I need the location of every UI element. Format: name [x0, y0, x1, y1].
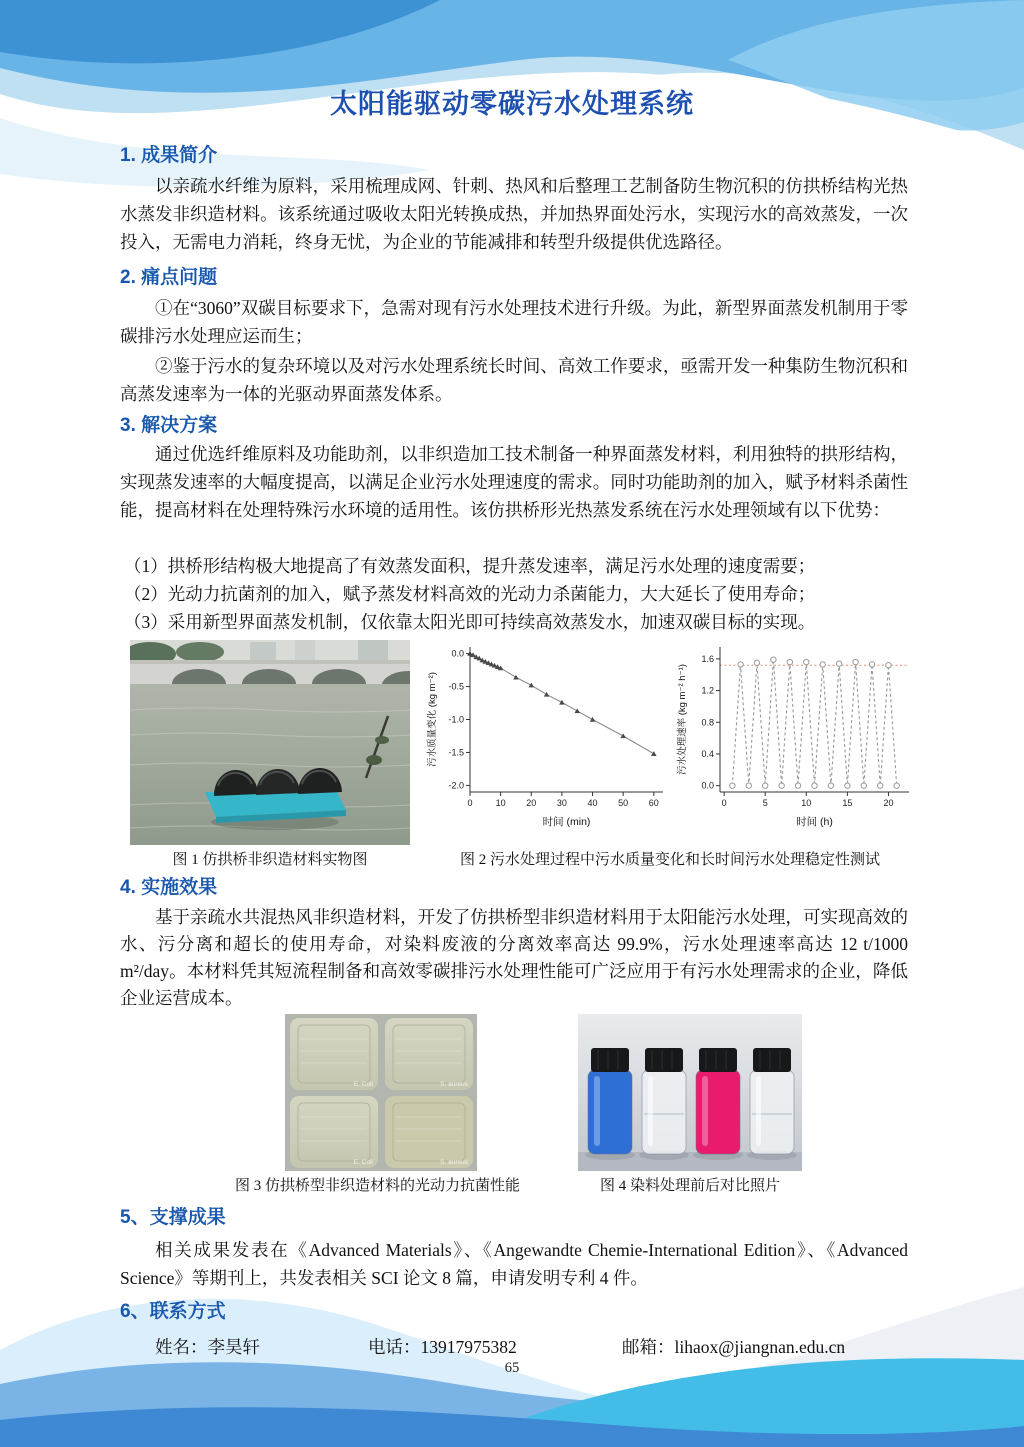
contact-phone: 电话：13917975382 — [368, 1337, 517, 1357]
svg-text:0.8: 0.8 — [701, 717, 714, 728]
figure-2-caption: 图 2 污水处理过程中污水质量变化和长时间污水处理稳定性测试 — [459, 852, 880, 868]
svg-text:-2.0: -2.0 — [448, 780, 464, 791]
svg-text:20: 20 — [883, 798, 894, 808]
section-4-heading: 4. 实施效果 — [120, 877, 218, 898]
sample-label-2: S. aureus — [440, 1081, 468, 1088]
svg-text:-1.0: -1.0 — [448, 714, 464, 725]
chart-wastewater-mass-change — [424, 637, 671, 835]
svg-text:1.2: 1.2 — [701, 685, 714, 696]
figure-1-caption: 图 1 仿拱桥非织造材料实物图 — [172, 852, 368, 868]
svg-text:50: 50 — [618, 798, 629, 808]
section-5-paragraph: 相关成果发表在《Advanced Materials》、《Angewandte Chemie-International Edition》、《Advanced Science》等期刊上，共发表相关 SCI 论文 8 篇，申请发明专利 4 件。 — [120, 1240, 908, 1288]
section-3-heading: 3. 解决方案 — [120, 415, 218, 436]
svg-text:时间 (min): 时间 (min) — [542, 816, 591, 828]
section-3-paragraph: 通过优选纤维原料及功能助剂，以非织造加工技术制备一种界面蒸发材料，利用独特的拱形结构，实现蒸发速率的大幅度提高，以满足企业污水处理速度的需求。同时功能助剂的加入，赋予材料杀菌性能，提高材料在处理特殊污水环境的适用性。该仿拱桥形光热蒸发系统在污水处理领域有以下优势： — [120, 444, 908, 520]
svg-text:0.0: 0.0 — [451, 648, 464, 659]
svg-text:5: 5 — [762, 798, 768, 808]
svg-text:0: 0 — [721, 798, 727, 808]
svg-text:15: 15 — [842, 798, 853, 808]
svg-text:30: 30 — [556, 798, 567, 808]
section-2-heading: 2. 痛点问题 — [120, 267, 218, 288]
section-1-paragraph: 以亲疏水纤维为原料，采用梳理成网、针刺、热风和后整理工艺制备防生物沉积的仿拱桥结构光热水蒸发非织造材料。该系统通过吸收太阳光转换成热，并加热界面处污水，实现污水的高效蒸发，一次投入，无需电力消耗，终身无忧，为企业的节能减排和转型升级提供优选路径。 — [120, 176, 908, 252]
figure-3-caption: 图 3 仿拱桥型非织造材料的光动力抗菌性能 — [234, 1178, 520, 1194]
figure-4-photo-dye-vials — [578, 1014, 802, 1171]
svg-text:0.0: 0.0 — [701, 780, 714, 791]
svg-text:时间 (h): 时间 (h) — [796, 816, 833, 828]
figure-3-photo-antibacterial-samples — [285, 1014, 477, 1171]
section-4-paragraph: 基于亲疏水共混热风非织造材料，开发了仿拱桥型非织造材料用于太阳能污水处理，可实现高效的水、污分离和超长的使用寿命，对染料废液的分离效率高达 99.9%，污水处理速率高达 12 t/1000 m²/day。本材料凭其短流程制备和高效零碳排污水处理性能可广泛应用于有污水处理需求的企业，降低企业运营成本。 — [120, 907, 908, 1008]
sample-label-4: S. aureus — [440, 1159, 468, 1166]
section-2-paragraph-1: ①在“3060”双碳目标要求下，急需对现有污水处理技术进行升级。为此，新型界面蒸发机制用于零碳排污水处理应运而生； — [120, 298, 908, 346]
svg-text:-1.5: -1.5 — [448, 747, 464, 758]
svg-text:污水质量变化 (kg m⁻²): 污水质量变化 (kg m⁻²) — [427, 672, 438, 767]
contact-email: 邮箱：lihaox@jiangnan.edu.cn — [622, 1337, 846, 1357]
figure-1-photo-floating-material — [130, 640, 410, 845]
section-2-paragraph-2: ②鉴于污水的复杂环境以及对污水处理系统长时间、高效工作要求，亟需开发一种集防生物沉积和高蒸发速率为一体的光驱动界面蒸发体系。 — [120, 356, 908, 404]
sample-label-3: E. Coli — [353, 1159, 373, 1166]
contact-name: 姓名：李昊轩 — [155, 1337, 260, 1357]
svg-text:10: 10 — [801, 798, 812, 808]
svg-text:10: 10 — [495, 798, 506, 808]
page-title: 太阳能驱动零碳污水处理系统 — [330, 89, 694, 119]
section-1-heading: 1. 成果简介 — [120, 145, 218, 166]
svg-text:1.6: 1.6 — [701, 653, 714, 664]
section-6-heading: 6、联系方式 — [120, 1301, 226, 1322]
svg-text:40: 40 — [587, 798, 598, 808]
section-5-heading: 5、支撑成果 — [120, 1207, 226, 1228]
svg-text:0: 0 — [467, 798, 473, 808]
svg-text:0.4: 0.4 — [701, 748, 714, 759]
section-3-advantage-2: （2）光动力抗菌剂的加入，赋予蒸发材料高效的光动力杀菌能力，大大延长了使用寿命； — [124, 584, 816, 604]
chart-treatment-rate-stability — [674, 637, 917, 835]
sample-label-1: E. Coli — [353, 1081, 373, 1088]
page-number: 65 — [504, 1360, 520, 1376]
svg-text:污水处理速率 (kg m⁻² h⁻¹): 污水处理速率 (kg m⁻² h⁻¹) — [677, 664, 688, 775]
section-3-advantage-3: （3）采用新型界面蒸发机制，仅依靠太阳光即可持续高效蒸发水，加速双碳目标的实现。 — [124, 612, 816, 632]
svg-text:-0.5: -0.5 — [448, 681, 464, 692]
figure-4-caption: 图 4 染料处理前后对比照片 — [599, 1178, 780, 1194]
svg-text:20: 20 — [526, 798, 537, 808]
svg-text:60: 60 — [648, 798, 659, 808]
section-3-advantage-1: （1）拱桥形结构极大地提高了有效蒸发面积，提升蒸发速率，满足污水处理的速度需要； — [124, 556, 816, 576]
